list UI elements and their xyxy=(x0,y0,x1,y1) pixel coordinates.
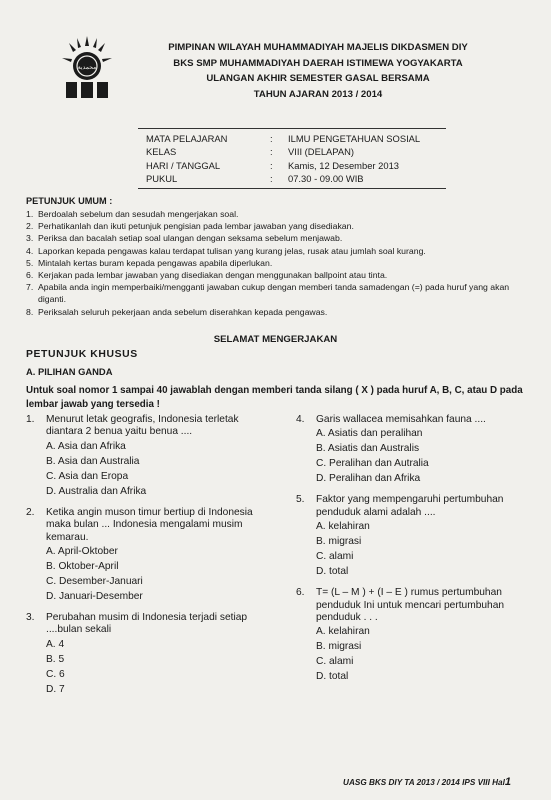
exam-info-box xyxy=(138,128,446,189)
option-b: B. migrasi xyxy=(316,536,362,548)
svg-text:محمدية: محمدية xyxy=(77,65,97,71)
info-colon: : xyxy=(270,146,273,158)
option-d: D. Peralihan dan Afrika xyxy=(316,473,421,485)
option-a: A. April-Oktober xyxy=(46,546,118,558)
option-b: B. migrasi xyxy=(316,641,362,653)
question-text: T= (L – M ) + (I – E ) rumus pertumbuhan penduduk Ini untuk mencari pertumbuhan penduduk . . . xyxy=(316,587,505,624)
list-item: 8. Periksalah seluruh pekerjaan anda sebelum diserahkan kepada pengawas. xyxy=(26,306,328,317)
question-number: 2. xyxy=(26,506,35,518)
list-item: 3. Periksa dan bacalah setiap soal ulangan dengan seksama sebelum menjawab. xyxy=(26,233,343,244)
info-row-date xyxy=(146,159,446,172)
question-number: 3. xyxy=(26,612,35,624)
info-label: PUKUL xyxy=(146,173,178,185)
info-value: Kamis, 12 Desember 2013 xyxy=(288,159,399,171)
option-d: D. total xyxy=(316,566,349,578)
question-1 xyxy=(26,414,278,499)
question-3 xyxy=(26,612,278,697)
question-text: Menurut letak geografis, Indonesia terletak diantara 2 benua yaitu benua .... xyxy=(46,414,239,438)
option-d: D. Australia dan Afrika xyxy=(46,485,147,497)
muhammadiyah-logo-icon xyxy=(60,34,114,100)
option-a: A. 4 xyxy=(46,638,65,650)
option-b: B. Asia dan Australia xyxy=(46,455,140,467)
info-label: HARI / TANGGAL xyxy=(146,159,221,171)
special-instructions-title: PETUNJUK KHUSUS xyxy=(26,349,138,360)
list-item: 7. Apabila anda ingin memperbaiki/mengganti jawaban cukup dengan memberi tanda samadengan (=) pada huruf yang akan diganti. xyxy=(26,282,510,305)
general-instructions-title: PETUNJUK UMUM : xyxy=(26,196,113,206)
header-line-3: ULANGAN AKHIR SEMESTER GASAL BERSAMA xyxy=(206,73,430,84)
info-value: ILMU PENGETAHUAN SOSIAL xyxy=(288,133,421,144)
question-number: 5. xyxy=(296,494,305,506)
page-number: 1 xyxy=(504,776,511,788)
good-luck-heading: SELAMAT MENGERJAKAN xyxy=(213,334,338,345)
questions-right-column xyxy=(296,414,522,684)
question-number: 6. xyxy=(296,587,305,599)
option-a: A. kelahiran xyxy=(316,626,370,638)
questions-left-column xyxy=(26,414,278,697)
option-c: C. Peralihan dan Autralia xyxy=(316,458,429,470)
option-d: D. total xyxy=(316,671,349,683)
info-row-subject xyxy=(146,132,446,145)
info-row-class xyxy=(146,145,446,158)
option-c: C. alami xyxy=(316,551,354,563)
question-6 xyxy=(296,587,522,684)
question-number: 4. xyxy=(296,414,305,425)
option-a: A. Asiatis dan peralihan xyxy=(316,428,423,440)
info-colon: : xyxy=(270,159,273,171)
header-line-1: PIMPINAN WILAYAH MUHAMMADIYAH MAJELIS DIKDASMEN DIY xyxy=(168,42,468,53)
question-5 xyxy=(296,494,522,579)
question-2 xyxy=(26,507,278,604)
header-line-4: TAHUN AJARAN 2013 / 2014 xyxy=(253,88,383,100)
question-4 xyxy=(296,414,522,486)
info-value: VIII (DELAPAN) xyxy=(288,146,354,158)
answer-instruction: Untuk soal nomor 1 sampai 40 jawablah dengan memberi tanda silang ( X ) pada huruf A, B, C, atau D pada lembar jawab yang tersedia ! xyxy=(26,385,523,410)
option-a: A. Asia dan Afrika xyxy=(46,440,126,452)
info-value: 07.30 - 09.00 WIB xyxy=(288,173,364,185)
info-label: MATA PELAJARAN xyxy=(146,133,228,144)
list-item: 4. Laporkan kepada pengawas kalau terdapat tulisan yang kurang jelas, rusak atau jumlah soal kurang. xyxy=(26,245,426,256)
section-heading: A. PILIHAN GANDA xyxy=(26,366,113,377)
info-colon: : xyxy=(270,133,273,144)
question-text: Garis wallacea memisahkan fauna .... xyxy=(316,414,486,425)
option-c: C. 6 xyxy=(46,668,65,680)
option-a: A. kelahiran xyxy=(316,521,370,533)
option-d: D. 7 xyxy=(46,683,65,695)
list-item: 5. Mintalah kertas buram kepada pengawas apabila diperlukan. xyxy=(26,257,273,268)
option-b: B. Oktober-April xyxy=(46,561,119,573)
option-b: B. Asiatis dan Australis xyxy=(316,443,420,455)
option-c: C. alami xyxy=(316,656,354,668)
list-item: 2. Perhatikanlah dan ikuti petunjuk pengisian pada lembar jawaban yang disediakan. xyxy=(26,221,354,232)
option-c: C. Asia dan Eropa xyxy=(46,470,129,482)
option-b: B. 5 xyxy=(46,653,65,665)
footer-text: UASG BKS DIY TA 2013 / 2014 IPS VIII Hal xyxy=(343,778,505,787)
list-item: 1. Berdoalah sebelum dan sesudah mengerjakan soal. xyxy=(26,209,239,219)
question-text: Perubahan musim di Indonesia terjadi setiap ....bulan sekali xyxy=(46,612,248,636)
page-footer xyxy=(343,776,511,788)
info-row-time xyxy=(146,172,446,185)
list-item: 6. Kerjakan pada lembar jawaban yang disediakan dengan menggunakan ballpoint atau tinta. xyxy=(26,270,388,281)
document-header xyxy=(60,34,520,106)
option-d: D. Januari-Desember xyxy=(46,591,143,603)
general-instructions-list xyxy=(26,208,526,318)
question-number: 1. xyxy=(26,414,35,425)
question-text: Faktor yang mempengaruhi pertumbuhan penduduk alami adalah .... xyxy=(316,494,504,518)
question-text: Ketika angin muson timur bertiup di Indonesia maka bulan ... Indonesia mengalami musim kemarau. xyxy=(46,506,253,543)
header-line-2: BKS SMP MUHAMMADIYAH DAERAH ISTIMEWA YOGYAKARTA xyxy=(173,57,463,69)
option-c: C. Desember-Januari xyxy=(46,576,143,588)
info-label: KELAS xyxy=(146,146,177,158)
info-colon: : xyxy=(270,173,273,185)
